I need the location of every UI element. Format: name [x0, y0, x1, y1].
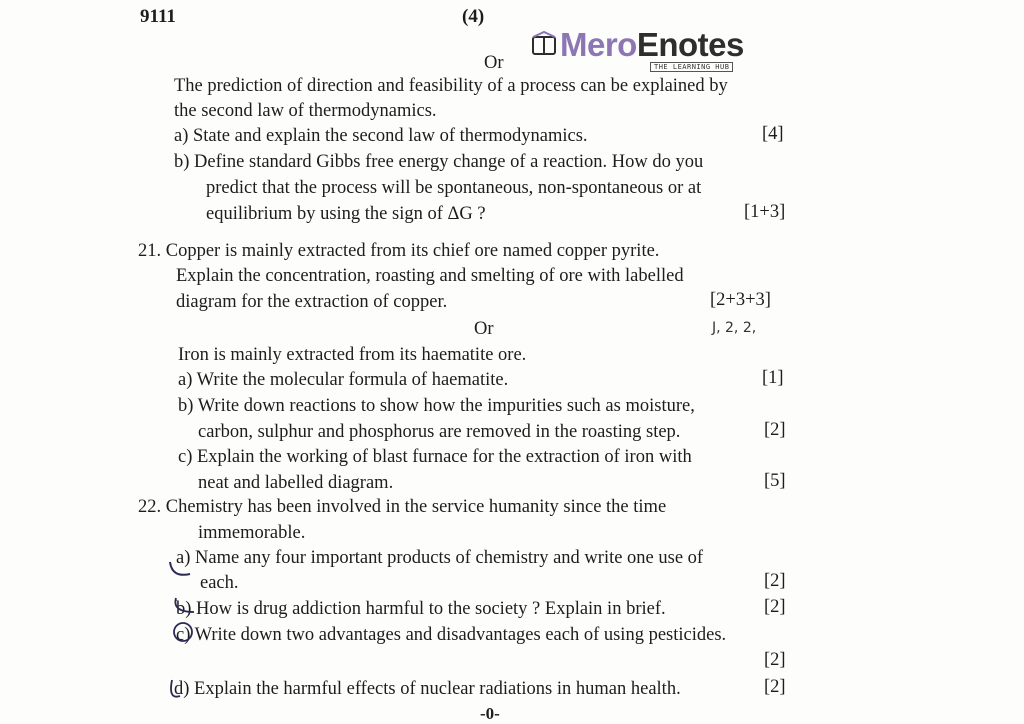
q21-c-marks: [5] — [764, 471, 786, 491]
q20-b-marks: [1+3] — [744, 202, 786, 222]
q21-line3: diagram for the extraction of copper. — [176, 292, 448, 312]
q22-line1: 22. Chemistry has been involved in the service humanity since the time — [138, 497, 667, 517]
logo-tagline: THE LEARNING HUB — [650, 62, 733, 72]
q21-b-line2: carbon, sulphur and phosphorus are removed in the roasting step. — [198, 422, 681, 442]
logo-mero: Mero — [560, 26, 637, 63]
q21-b-line1: b) Write down reactions to show how the impurities such as moisture, — [178, 396, 695, 416]
q21-a-marks: [1] — [762, 368, 784, 388]
q20-b-line2: predict that the process will be spontaneous, non-spontaneous or at — [206, 178, 702, 198]
q20-intro-line1: The prediction of direction and feasibility of a process can be explained by — [174, 76, 728, 96]
meroenotes-logo — [524, 22, 774, 74]
logo-wordmark — [560, 26, 744, 64]
q22-d-marks: [2] — [764, 677, 786, 697]
q21-or-separator: Or — [474, 319, 494, 339]
q22-b-text: b) How is drug addiction harmful to the society ? Explain in brief. — [176, 599, 666, 619]
or-separator-top: Or — [484, 53, 504, 73]
q21-c-line1: c) Explain the working of blast furnace for the extraction of iron with — [178, 447, 692, 467]
q20-b-line3: equilibrium by using the sign of ΔG ? — [206, 204, 486, 224]
q22-b-marks: [2] — [764, 597, 786, 617]
q21-alt-intro: Iron is mainly extracted from its haematite ore. — [178, 345, 527, 365]
underline-mark-b — [175, 598, 194, 612]
q21-line1: 21. Copper is mainly extracted from its chief ore named copper pyrite. — [138, 241, 660, 261]
q21-marks: [2+3+3] — [710, 290, 771, 310]
tick-mark-a — [170, 562, 190, 575]
circle-mark-c — [174, 623, 192, 641]
q20-intro-line2: the second law of thermodynamics. — [174, 101, 437, 121]
q22-a-marks: [2] — [764, 571, 786, 591]
book-icon — [530, 30, 558, 58]
q22-a-line1: a) Name any four important products of chemistry and write one use of — [176, 548, 704, 568]
page-number: (4) — [462, 6, 485, 27]
handwritten-note: J, 2, 2, — [712, 320, 757, 336]
q20-b-line1: b) Define standard Gibbs free energy change of a reaction. How do you — [174, 152, 704, 172]
paper-code: 9111 — [140, 6, 176, 27]
q22-c-text: c) Write down two advantages and disadvantages each of using pesticides. — [176, 625, 727, 645]
q20-a-text: a) State and explain the second law of thermodynamics. — [174, 126, 588, 146]
q21-a-text: a) Write the molecular formula of haematite. — [178, 370, 509, 390]
q21-b-marks: [2] — [764, 420, 786, 440]
q20-a-marks: [4] — [762, 124, 784, 144]
q22-line2: immemorable. — [198, 523, 306, 543]
tick-mark-d — [171, 680, 180, 697]
q21-line2: Explain the concentration, roasting and smelting of ore with labelled — [176, 266, 684, 286]
q22-d-text: d) Explain the harmful effects of nuclear radiations in human health. — [174, 679, 681, 699]
q22-c-marks: [2] — [764, 650, 786, 670]
logo-enotes: Enotes — [636, 26, 744, 63]
q22-a-line2: each. — [200, 573, 239, 593]
page-end-mark: -0- — [480, 704, 500, 723]
pen-annotations — [150, 540, 210, 710]
q21-c-line2: neat and labelled diagram. — [198, 473, 394, 493]
